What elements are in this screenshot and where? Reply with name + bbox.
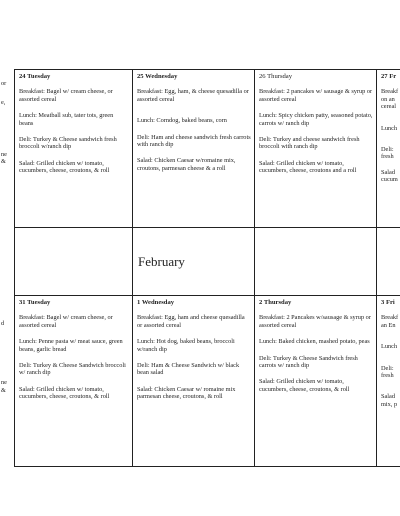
deli-text: Deli: Turkey & Cheese sandwich fresh broccoli w/ranch dip xyxy=(19,136,117,151)
cell-text: fresh xyxy=(381,372,394,380)
cell-text: Salad xyxy=(381,168,395,176)
cell-text: mix, p xyxy=(381,400,398,408)
breakfast-text: Breakfast: Egg, ham and cheese quesadilla or assorted cereal xyxy=(137,314,245,329)
cell-text: an En xyxy=(381,321,396,329)
salad-text: Salad: Grilled chicken w/ tomato, cucumbers, cheese, croutons, & roll xyxy=(19,159,110,175)
cell-text: on an xyxy=(381,95,395,103)
row-divider xyxy=(14,227,400,228)
deli-text: Deli: Turkey & Cheese Sandwich fresh carrots w/ ranch dip xyxy=(259,354,358,370)
calendar-cell-3-friday-partial xyxy=(381,299,400,464)
breakfast-text: Breakfast: Bagel w/ cream cheese, or assorted cereal xyxy=(19,88,113,103)
cell-text: cucum xyxy=(381,176,398,184)
calendar-cell-1-wednesday xyxy=(137,299,251,464)
row-divider xyxy=(14,295,400,296)
breakfast-text: Breakfast: Bagel w/ cream cheese, or assorted cereal xyxy=(19,314,113,329)
day-label: 3 Fri xyxy=(381,299,395,306)
cell-text: Salad xyxy=(381,393,395,401)
cell-text: fresh xyxy=(381,153,394,161)
deli-text: Deli: Ham & Cheese Sandwich w/ black bean salad xyxy=(137,362,240,377)
day-label: 24 Tuesday xyxy=(19,73,51,80)
breakfast-text: Breakfast: 2 Pancakes w/sausage & syrup or assorted cereal xyxy=(259,314,371,329)
calendar-cell-27-friday-partial xyxy=(381,73,400,225)
cell-text: or xyxy=(1,80,7,87)
cell-text: ne xyxy=(1,150,7,158)
lunch-text: Lunch: Baked chicken, mashed potato, peas xyxy=(259,338,370,346)
day-label: 25 Wednesday xyxy=(137,73,178,80)
column-divider xyxy=(14,69,15,467)
salad-text: Salad: Grilled chicken w/ tomato, cucumbers, cheese, croutons, & roll xyxy=(259,378,350,393)
calendar-cell-25-wednesday xyxy=(137,73,251,225)
cell-text: Lunch xyxy=(381,124,398,132)
lunch-text: Lunch: Hot dog, baked beans, broccoli w/ranch dip xyxy=(137,338,235,353)
calendar-cell-26-thursday xyxy=(259,73,373,225)
cell-text: & xyxy=(1,158,6,166)
lunch-text: Lunch: Penne pasta w/ meat sauce, green beans, garlic bread xyxy=(19,338,123,353)
cell-text: ne xyxy=(1,379,7,387)
salad-text: Salad: Grilled chicken w/ tomato, cucumbers, cheese, croutons and a roll xyxy=(259,159,357,175)
salad-text: Salad: Chicken Caesar w/romaine mix, croutons, parmesan cheese & a roll xyxy=(137,157,236,172)
day-label: 31 Tuesday xyxy=(19,299,51,306)
calendar-cell-24-tuesday xyxy=(19,73,129,225)
cell-text: Deli: xyxy=(381,146,394,154)
row-divider xyxy=(14,69,400,70)
row-divider xyxy=(14,466,400,467)
cell-text: & xyxy=(1,386,6,394)
salad-text: Salad: Grilled chicken w/ tomato, cucumbers, cheese, croutons, & roll xyxy=(19,385,110,401)
cell-text: Lunch xyxy=(381,343,398,351)
day-label: 1 Wednesday xyxy=(137,299,175,306)
lunch-text: Lunch: Spicy chicken patty, seasoned potato, carrots w/ ranch dip xyxy=(259,112,373,127)
lunch-text: Lunch: Corndog, baked beans, corn xyxy=(137,117,227,125)
calendar-cell-31-tuesday xyxy=(19,299,129,464)
cell-text: Breakf xyxy=(381,88,399,96)
column-divider xyxy=(254,69,255,467)
lunch-text: Lunch: Meatball sub, tater tots, green beans xyxy=(19,112,114,127)
calendar-cell-partial-left xyxy=(1,80,13,225)
cell-text: d xyxy=(1,320,5,327)
column-divider xyxy=(376,69,377,467)
cell-text: e, xyxy=(1,99,6,107)
deli-text: Deli: Turkey and cheese sandwich fresh broccoli with ranch dip xyxy=(259,136,360,151)
column-divider xyxy=(132,69,133,467)
cell-text: cereal xyxy=(381,103,397,111)
day-label: 27 Fr xyxy=(381,73,397,80)
deli-text: Deli: Ham and cheese sandwich fresh carrots with ranch dip xyxy=(137,133,251,149)
salad-text: Salad: Chicken Caesar w/ romaine mix parmesan cheese, croutons, & roll xyxy=(137,385,236,401)
day-label: 2 Thursday xyxy=(259,299,292,306)
month-label: February xyxy=(138,254,185,269)
deli-text: Deli: Turkey & Cheese Sandwich broccoli w/ ranch dip xyxy=(19,362,126,377)
breakfast-text: Breakfast: 2 pancakes w/ sausage & syrup or assorted cereal xyxy=(259,88,373,103)
day-label: 26 Thursday xyxy=(259,73,293,80)
calendar-cell-partial-left xyxy=(1,320,13,464)
breakfast-text: Breakfast: Egg, ham, & cheese quesadilla or assorted cereal xyxy=(137,88,249,103)
cell-text: Deli: xyxy=(381,364,394,372)
calendar-cell-2-thursday xyxy=(259,299,373,464)
cell-text: Breakf xyxy=(381,314,399,322)
